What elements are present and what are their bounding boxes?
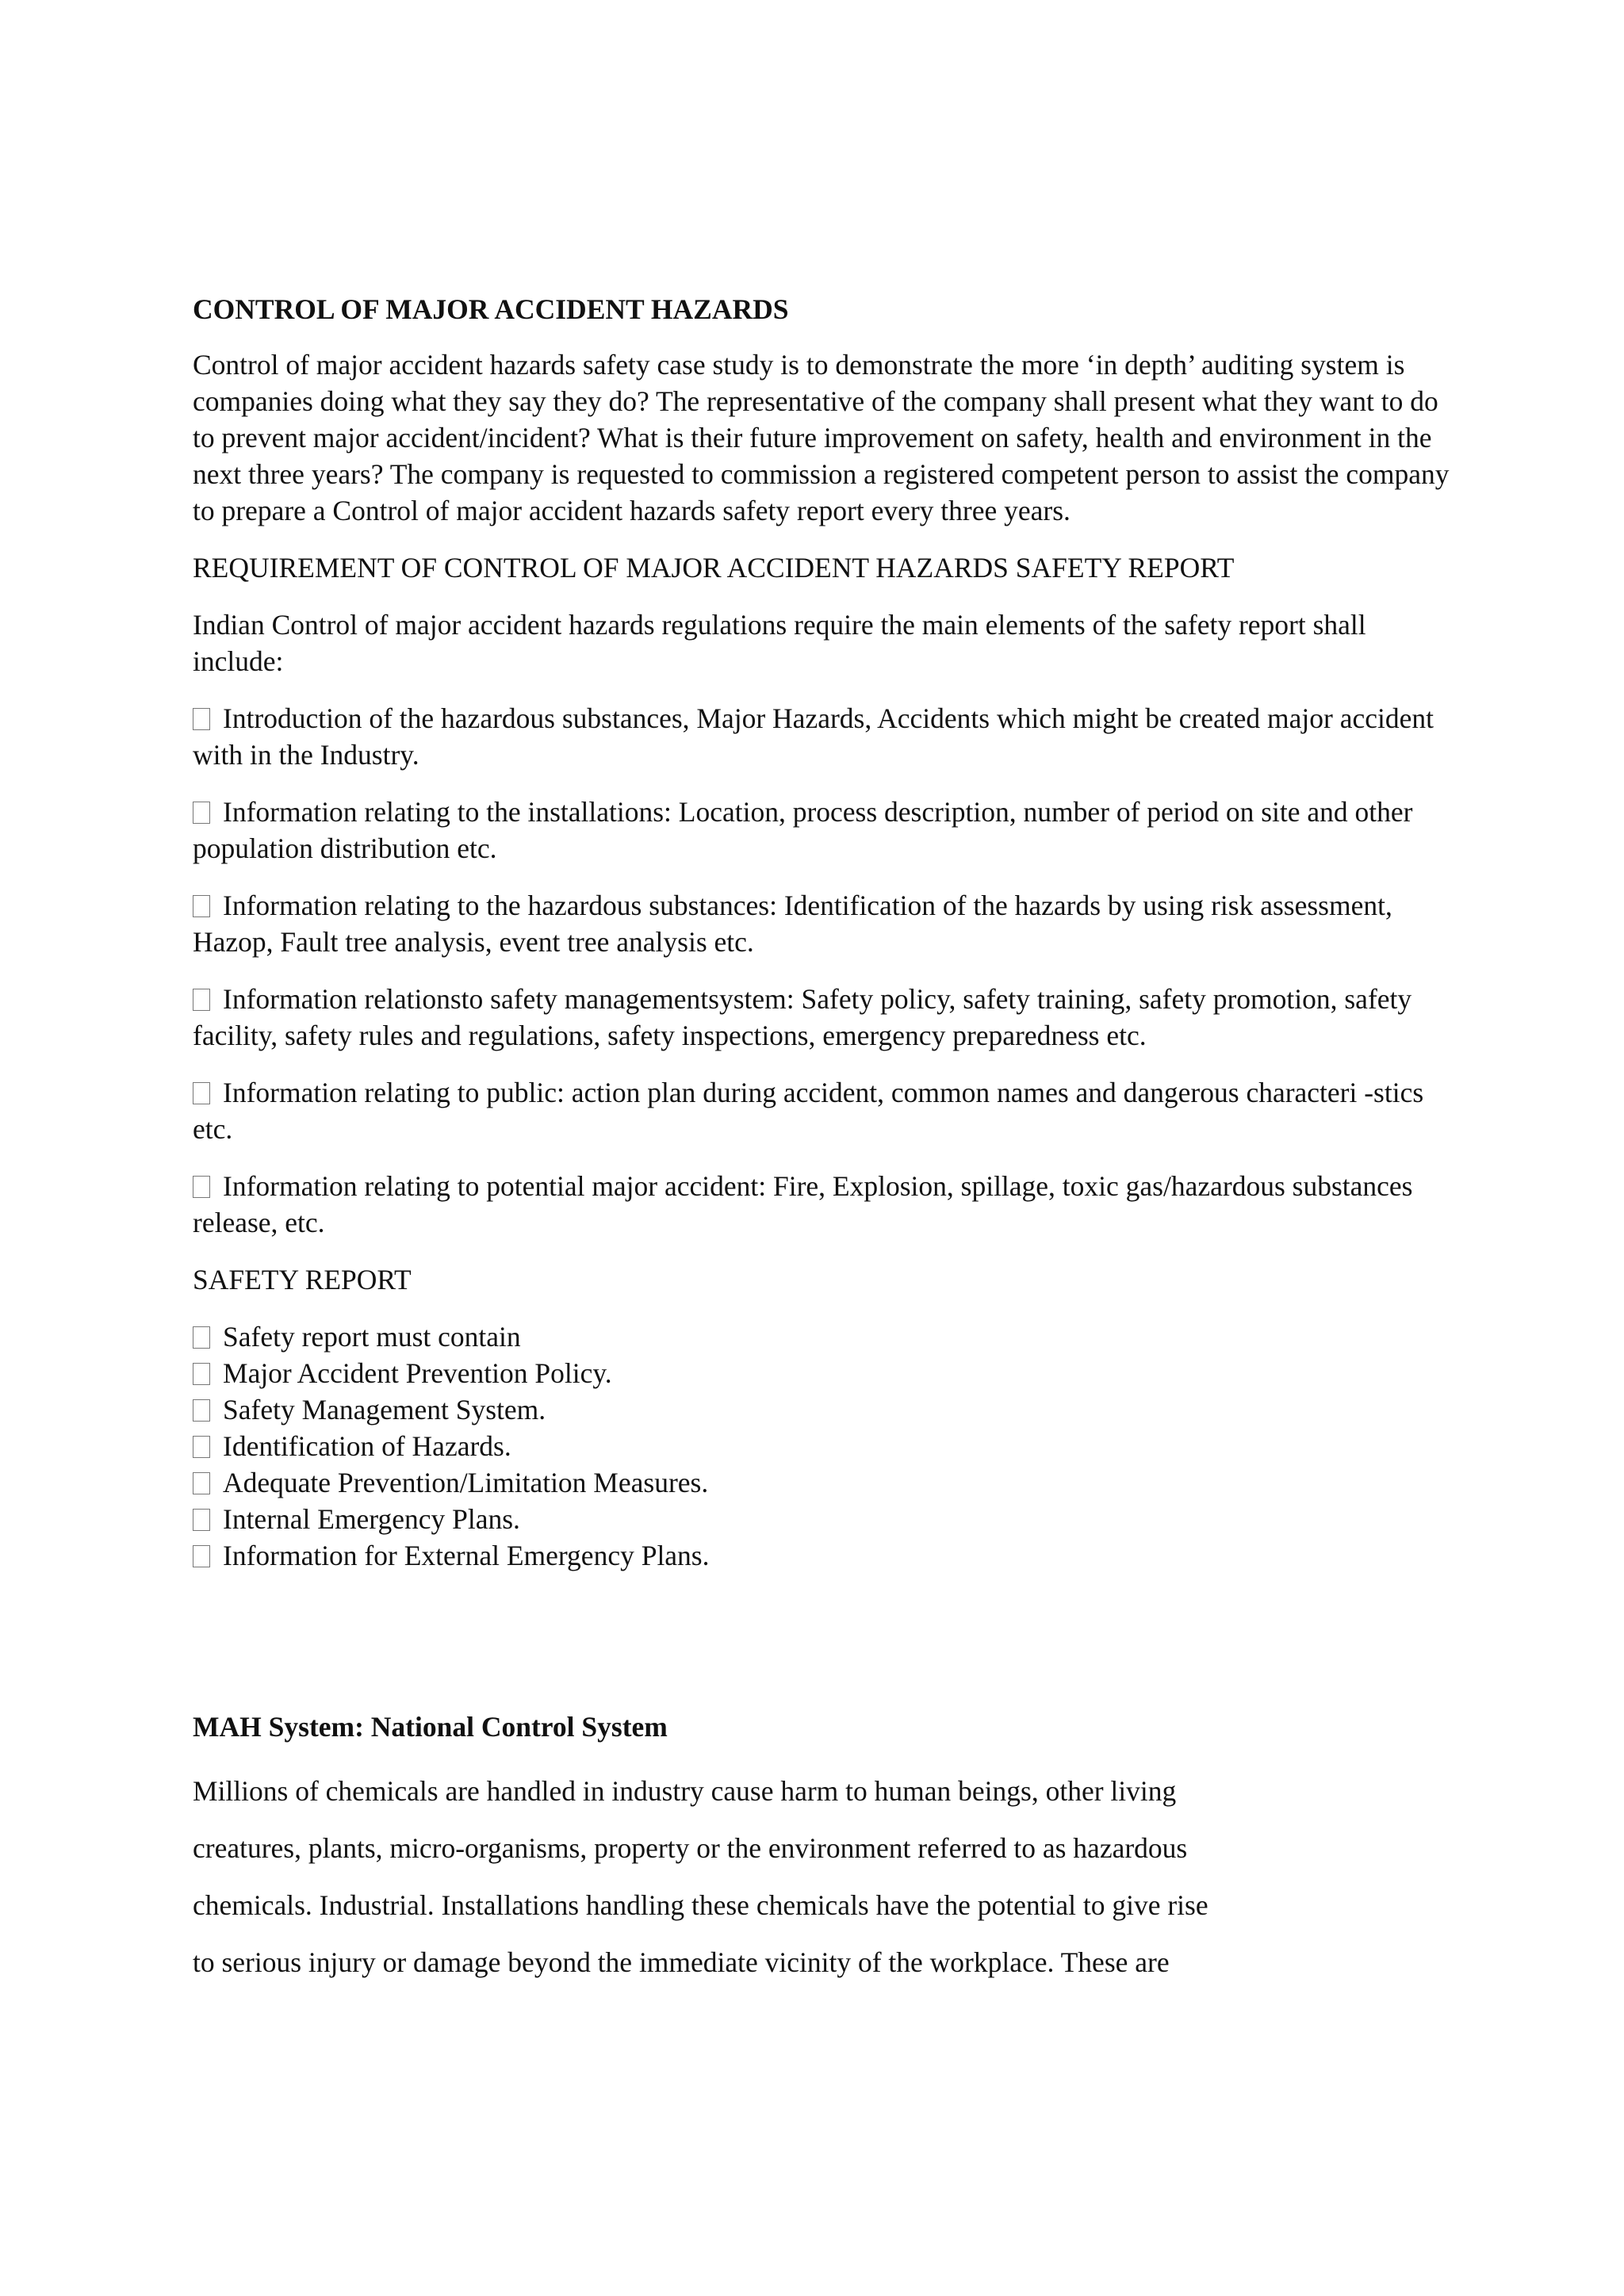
missing-glyph-bullet-icon: [193, 708, 210, 730]
list-item: Safety Management System.: [193, 1391, 1461, 1428]
requirement-item-text: Information relating to the installations: Location, process description, number of period on site and other population distribution etc.: [193, 796, 1413, 864]
requirement-item: [193, 1074, 1461, 1147]
missing-glyph-bullet-icon: [193, 1436, 210, 1458]
requirement-item: [193, 887, 1461, 960]
missing-glyph-bullet-icon: [193, 989, 210, 1011]
requirement-item-text: Information relating to public: action plan during accident, common names and dangerous characteri -stics etc.: [193, 1077, 1424, 1145]
section-mah-system: [193, 1709, 1461, 1991]
missing-glyph-bullet-icon: [193, 1472, 210, 1494]
paragraph-line: Millions of chemicals are handled in industry cause harm to human beings, other living: [193, 1775, 1177, 1807]
intro-paragraph: Control of major accident hazards safety case study is to demonstrate the more ‘in depth’ auditing system is companies doing what they say they do? The representative of the company shall present what they want to do to prevent major accident/incident? What is their future improvement on safety, health and environment in the next three years? The company is requested to commission a registered competent person to assist the company to prepare a Control of major accident hazards safety report every three years.: [193, 349, 1450, 526]
safety-report-list: [193, 1318, 1461, 1574]
requirement-item-text: Information relationsto safety managementsystem: Safety policy, safety training, safety promotion, safety facility, safety rules and regulations, safety inspections, emergency preparedness etc.: [193, 983, 1412, 1051]
safety-report-heading: SAFETY REPORT: [193, 1264, 412, 1295]
list-item: Identification of Hazards.: [193, 1428, 1461, 1464]
missing-glyph-bullet-icon: [193, 1509, 210, 1531]
missing-glyph-bullet-icon: [193, 1545, 210, 1567]
missing-glyph-bullet-icon: [193, 802, 210, 824]
missing-glyph-bullet-icon: [193, 1176, 210, 1198]
requirement-item: [193, 794, 1461, 867]
missing-glyph-bullet-icon: [193, 1082, 210, 1104]
requirement-item: [193, 981, 1461, 1054]
requirement-item-text: Introduction of the hazardous substances, Major Hazards, Accidents which might be created major accident with in the Industry.: [193, 702, 1434, 771]
list-item: Adequate Prevention/Limitation Measures.: [193, 1464, 1461, 1501]
requirement-heading: REQUIREMENT OF CONTROL OF MAJOR ACCIDENT HAZARDS SAFETY REPORT: [193, 552, 1235, 584]
missing-glyph-bullet-icon: [193, 895, 210, 917]
missing-glyph-bullet-icon: [193, 1363, 210, 1385]
paragraph-line: creatures, plants, micro-organisms, property or the environment referred to as hazardous: [193, 1832, 1188, 1864]
list-item: Internal Emergency Plans.: [193, 1501, 1461, 1537]
paragraph-line: chemicals. Industrial. Installations handling these chemicals have the potential to give rise: [193, 1889, 1208, 1921]
section-title: MAH System: National Control System: [193, 1711, 668, 1743]
section-title: CONTROL OF MAJOR ACCIDENT HAZARDS: [193, 293, 789, 325]
requirement-item-text: Information relating to the hazardous substances: Identification of the hazards by using risk assessment, Hazop, Fault tree analysis, event tree analysis etc.: [193, 890, 1392, 958]
list-item: Safety report must contain: [193, 1318, 1461, 1355]
section-control-of-major-accident-hazards: [193, 291, 1461, 1574]
missing-glyph-bullet-icon: [193, 1326, 210, 1349]
requirement-intro-paragraph: Indian Control of major accident hazards regulations require the main elements of the safety report shall include:: [193, 609, 1366, 677]
list-item: Information for External Emergency Plans.: [193, 1537, 1461, 1574]
requirement-item: [193, 1168, 1461, 1241]
paragraph-line: to serious injury or damage beyond the immediate vicinity of the workplace. These are: [193, 1946, 1170, 1978]
requirement-item: [193, 700, 1461, 773]
requirement-item-text: Information relating to potential major accident: Fire, Explosion, spillage, toxic gas/hazardous substances release, etc.: [193, 1170, 1413, 1238]
missing-glyph-bullet-icon: [193, 1399, 210, 1422]
list-item: Major Accident Prevention Policy.: [193, 1355, 1461, 1391]
